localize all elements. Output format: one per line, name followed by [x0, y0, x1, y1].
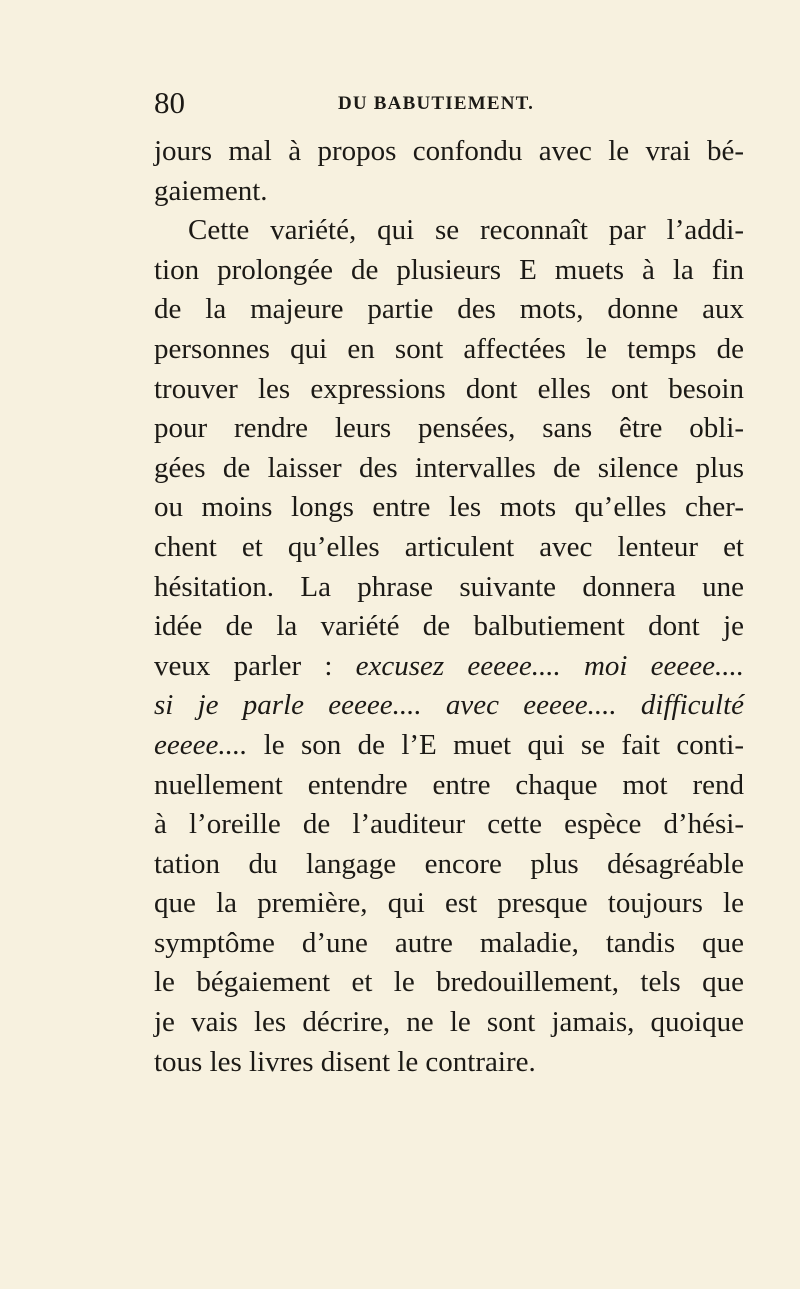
- text-segment: ou moins longs entre les mots qu’elles cher-: [154, 491, 744, 524]
- text-line: [154, 449, 744, 489]
- text-line: [154, 409, 744, 449]
- text-segment: personnes qui en sont affectées le temps de: [154, 332, 744, 365]
- running-head: DU BABUTIEMENT.: [338, 93, 535, 114]
- text-line: [154, 488, 744, 528]
- text-segment: je vais les décrire, ne le sont jamais, quoique: [154, 1006, 744, 1039]
- text-segment: nuellement entendre entre chaque mot rend: [154, 768, 744, 801]
- text-segment: idée de la variété de balbutiement dont je: [154, 610, 744, 643]
- text-line: [154, 211, 744, 251]
- text-segment: de la majeure partie des mots, donne aux: [154, 293, 744, 326]
- text-line: [154, 647, 744, 687]
- page-header: [0, 84, 800, 124]
- text-segment: tation du langage encore plus désagréable: [154, 847, 744, 880]
- text-line: [154, 845, 744, 885]
- text-line: [154, 568, 744, 608]
- italic-text: si je parle eeeee.... avec eeeee.... difficulté: [154, 689, 744, 722]
- text-segment: tion prolongée de plusieurs E muets à la fin: [154, 253, 744, 286]
- text-line: [154, 924, 744, 964]
- text-segment: le bégaiement et le bredouillement, tels que: [154, 966, 744, 999]
- page-number: 80: [154, 85, 185, 120]
- italic-text: eeeee....: [154, 728, 248, 761]
- text-segment: trouver les expressions dont elles ont besoin: [154, 372, 744, 405]
- text-line: [154, 766, 744, 806]
- text-line: [154, 172, 744, 212]
- text-line: [154, 607, 744, 647]
- text-segment: le son de l’E muet qui se fait conti-: [247, 728, 744, 761]
- text-line: [154, 290, 744, 330]
- text-line: [154, 132, 744, 172]
- text-segment: symptôme d’une autre maladie, tandis que: [154, 926, 744, 959]
- text-segment: jours mal à propos confondu avec le vrai bé-: [154, 135, 744, 167]
- text-segment: chent et qu’elles articulent avec lenteur et: [154, 530, 744, 563]
- text-line: [154, 805, 744, 845]
- text-line: [154, 686, 744, 726]
- text-line: [154, 1043, 744, 1083]
- text-line: [154, 528, 744, 568]
- text-segment: gées de laisser des intervalles de silence plus: [154, 451, 744, 484]
- text-line: [154, 963, 744, 1003]
- body-text: [154, 132, 744, 1082]
- italic-text: excusez eeeee.... moi eeeee....: [355, 649, 744, 682]
- text-segment: hésitation. La phrase suivante donnera une: [154, 570, 744, 603]
- text-line: [154, 1003, 744, 1043]
- text-line: [154, 884, 744, 924]
- text-segment: gaiement.: [154, 174, 268, 207]
- text-segment: que la première, qui est presque toujours le: [154, 887, 744, 920]
- text-segment: pour rendre leurs pensées, sans être obli-: [154, 412, 744, 445]
- text-segment: tous les livres disent le contraire.: [154, 1045, 536, 1078]
- text-segment: veux parler :: [154, 649, 356, 682]
- text-line: [154, 251, 744, 291]
- text-line: [154, 330, 744, 370]
- text-segment: Cette variété, qui se reconnaît par l’addi-: [188, 214, 744, 247]
- text-line: [154, 726, 744, 766]
- text-line: [154, 370, 744, 410]
- text-segment: à l’oreille de l’auditeur cette espèce d’hési-: [154, 808, 744, 841]
